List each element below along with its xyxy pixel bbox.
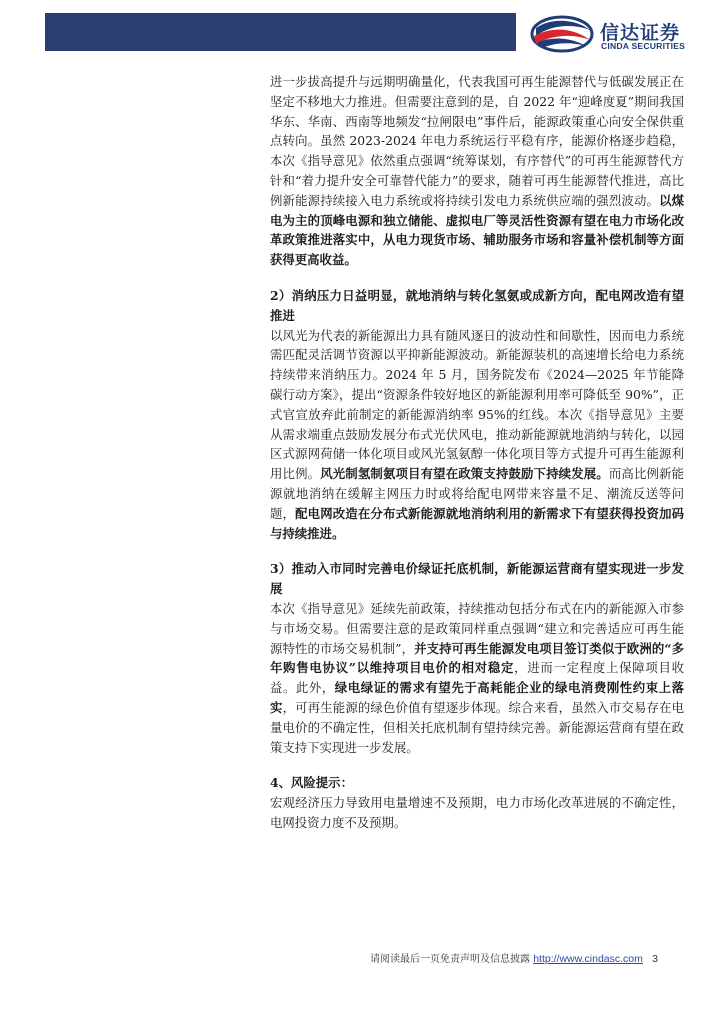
paragraph-text: 以风光为代表的新能源出力具有随风逐日的波动性和间歇性，因而电力系统需匹配灵活调节资源以平抑新能源波动。新能源装机的高速增长给电力系统持续带来消纳压力。2024 年 5 月，国务院发布《2024—2025 年节能降碳行动方案》，提出“资源条件较好地区的新能源利用率可降低至 90%”，正式官宣放弃此前制定的新能源消纳率 95%的红线。本次《指导意见》主要从需求端重点鼓励发展分布式光伏风电，推动新能源就地消纳与转化，以园区式源网荷储一体化项目或风光氢氨醇一体化项目等方式提升可再生能源利用比例。 [270,327,684,482]
section-heading-risk: 4、风险提示： [270,775,353,791]
paragraph-text: ，进而一定程度上保障项目收益。此外， [270,660,684,696]
page-footer [370,950,690,965]
report-body [270,72,684,833]
paragraph-bold-text: 配电网改造在分布式新能源就地消纳利用的新需求下有望获得投资加码与持续推进。 [270,505,685,541]
cinda-logo-icon [530,14,594,54]
logo-english-name: CINDA SECURITIES [601,41,686,51]
paragraph-text: 本次《指导意见》延续先前政策，持续推动包括分布式在内的新能源入市参与市场交易。但需要注意的是政策同样重点强调“建立和完善适应可再生能源特性的市场交易机制”， [270,600,684,656]
section-heading-3: 3）推动入市同时完善电价绿证托底机制，新能源运营商有望实现进一步发展 [270,561,684,597]
paragraph-policy-shift [270,72,684,270]
page-number: 3 [652,953,658,965]
disclaimer-notice: 请阅读最后一页免责声明及信息披露 [370,954,530,965]
paragraph-market-entry [270,599,684,757]
paragraph-bold-text: 风光制氢制氨项目有望在政策支持鼓励下持续发展。 [320,466,609,482]
paragraph-bold-text: 并支持可再生能源发电项目签订类似于欧洲的“多年购售电协议”以维持项目电价的相对稳定 [270,640,684,676]
paragraph-text: 进一步拔高提升与远期明确量化，代表我国可再生能源替代与低碳发展正在坚定不移地大力推进。但需要注意到的是，自 2022 年“迎峰度夏”期间我国华东、华南、西南等地频发“拉闸限电”事件后，能源政策重心向安全保供重点转向。虽然 2023-2024 年电力系统运行平稳有序，能源价格逐步趋稳，本次《指导意见》依然重点强调“统筹谋划，有序替代”的可再生能源替代方针和“着力提升安全可靠替代能力”的要求，随着可再生能源替代推进，高比例新能源持续接入电力系统或将持续引发电力系统供应端的强烈波动。 [270,74,684,208]
paragraph-text: ，可再生能源的绿色价值有望逐步体现。综合来看，虽然入市交易存在电量电价的不确定性，但相关托底机制有望持续完善。新能源运营商有望在政策支持下实现进一步发展。 [270,699,685,755]
paragraph-bold-text: 以煤电为主的顶峰电源和独立储能、虚拟电厂等灵活性资源有望在电力市场化改革政策推进落实中，从电力现货市场、辅助服务市场和容量补偿机制等方面获得更高收益。 [270,192,685,268]
paragraph-text: 而高比例新能源就地消纳在缓解主网压力时或将给配电网带来容量不足、潮流反送等问题， [270,466,685,521]
paragraph-consumption [270,326,684,544]
paragraph-risk: 宏观经济压力导致用电量增速不及预期，电力市场化改革进展的不确定性，电网投资力度不及预期。 [270,795,684,830]
logo-chinese-name: 信达证券 [600,22,681,44]
header-bar [45,13,516,51]
section-heading-2: 2）消纳压力日益明显，就地消纳与转化氢氨或成新方向，配电网改造有望推进 [270,287,684,323]
paragraph-bold-text: 绿电绿证的需求有望先于高耗能企业的绿电消费刚性约束上落实 [270,680,685,715]
website-link[interactable]: http://www.cindasc.com [533,953,643,965]
